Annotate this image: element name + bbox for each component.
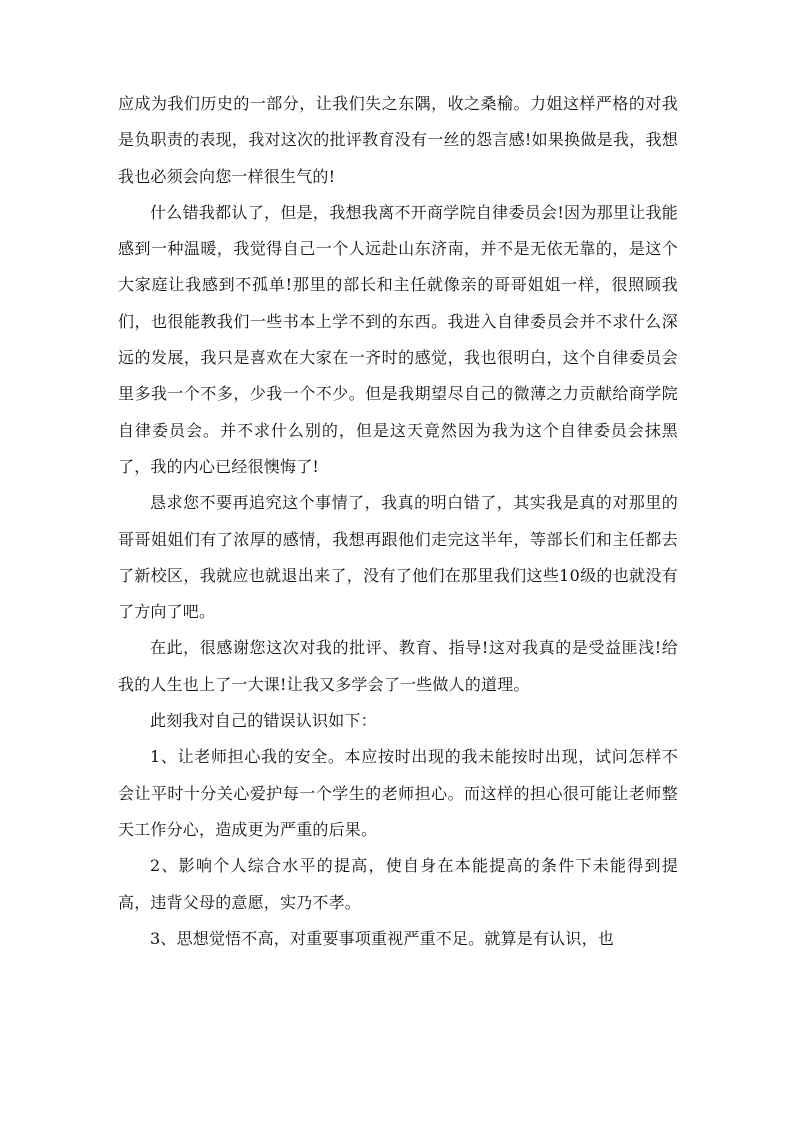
paragraph-plea: 恳求您不要再追究这个事情了，我真的明白错了，其实我是真的对那里的哥哥姐姐们有了浓厚的感情，我想再跟他们走完这半年，等部长们和主任都去了新校区，我就应也就退出来了，没有了他们在那里我们这些10级的也就没有了方向了吧。	[118, 493, 678, 622]
list-item-3: 3、思想觉悟不高，对重要事项重视严重不足。就算是有认识，也	[150, 928, 614, 948]
paragraph-reflection-intro: 此刻我对自己的错误认识如下：	[150, 711, 377, 731]
list-item-2: 2、影响个人综合水平的提高，使自身在本能提高的条件下未能得到提高，违背父母的意愿，实乃不孝。	[118, 856, 678, 912]
list-item-1: 1、让老师担心我的安全。本应按时出现的我未能按时出现，试问怎样不会让平时十分关心爱护每一个学生的老师担心。而这样的担心很可能让老师整天工作分心，造成更为严重的后果。	[118, 747, 678, 839]
paragraph-self-discipline-committee: 什么错我都认了，但是，我想我离不开商学院自律委员会!因为那里让我能感到一种温暖，我觉得自己一个人远赴山东济南，并不是无依无靠的，是这个大家庭让我感到不孤单!那里的部长和主任就像亲的哥哥姐姐一样，很照顾我们，也很能教我们一些书本上学不到的东西。我进入自律委员会并不求什么深远的发展，我只是喜欢在大家在一齐时的感觉，我也很明白，这个自律委员会里多我一个不多，少我一个不少。但是我期望尽自己的微薄之力贡献给商学院自律委员会。并不求什么别的，但是这天竟然因为我为这个自律委员会抹黑了，我的内心已经很懊悔了!	[118, 202, 678, 476]
paragraph-continuation: 应成为我们历史的一部分，让我们失之东隅，收之桑榆。力姐这样严格的对我是负职责的表现，我对这次的批评教育没有一丝的怨言感!如果换做是我，我想我也必须会向您一样很生气的!	[118, 94, 678, 186]
document-body	[118, 86, 678, 957]
paragraph-gratitude: 在此，很感谢您这次对我的批评、教育、指导!这对我真的是受益匪浅!给我的人生也上了一大课!让我又多学会了一些做人的道理。	[118, 638, 678, 694]
